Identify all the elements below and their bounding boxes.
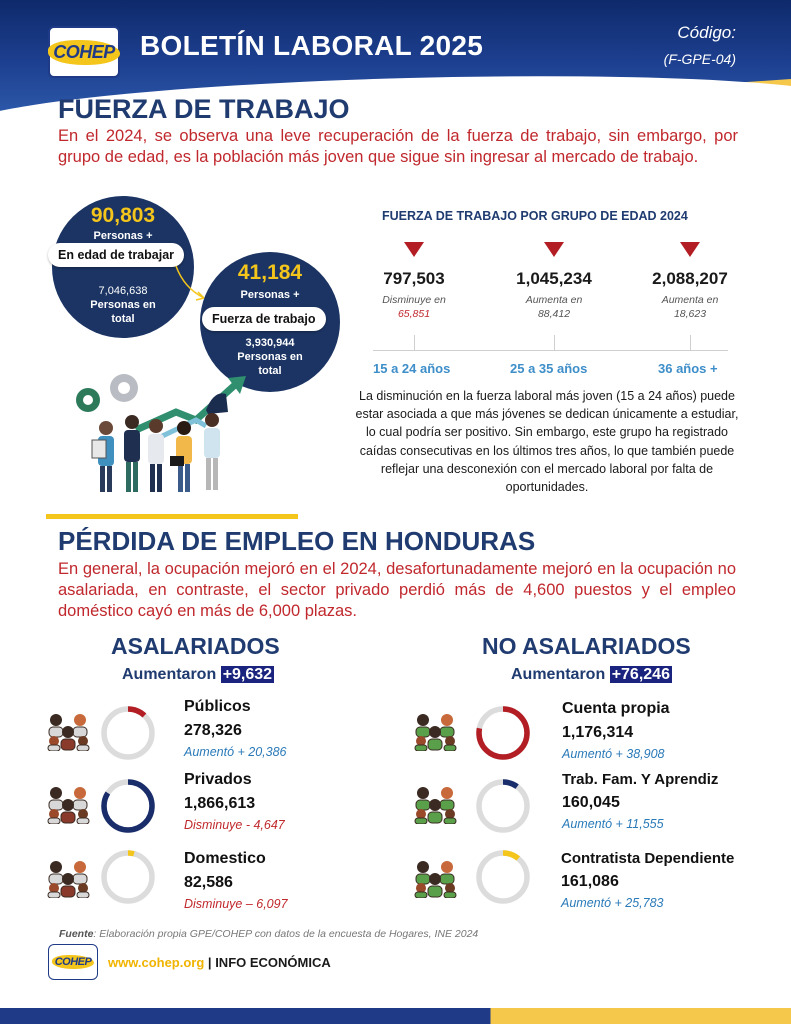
- age-group-value: 2,088,207: [652, 269, 728, 288]
- donut-arc-asalariados-1: [104, 782, 152, 830]
- age-group-label: 15 a 24 años: [373, 361, 451, 376]
- item-value: 1,176,314: [562, 724, 634, 741]
- donut-arc-no-asalariados-1: [479, 782, 527, 830]
- asalariados-title: ASALARIADOS: [111, 633, 280, 659]
- age-group-delta: 88,412: [537, 308, 571, 320]
- item-name: Contratista Dependiente: [561, 850, 735, 867]
- code-value: (F-GPE-04): [663, 51, 736, 67]
- asalariados-sub-value: +9,632: [222, 666, 273, 683]
- fuerza-lead-text: En el 2024, se observa una leve recuperación de la fuerza de trabajo, sin embargo, por grupo de edad, es la población más joven que sigue sin ingresar al mercado de trabajo.: [58, 127, 738, 166]
- source-note: [59, 928, 478, 940]
- fuerza-trabajo-total-number: 3,930,944: [245, 337, 295, 349]
- cohep-footer-logo: [48, 944, 98, 980]
- footer-web: [108, 955, 331, 970]
- age-group-label: 36 años +: [658, 361, 718, 376]
- age-group-note: Aumenta en: [525, 294, 583, 306]
- cohep-logo-mark: COHEP: [48, 40, 120, 65]
- donut-arc-asalariados-2: [104, 853, 152, 901]
- down-triangle-icon: [404, 242, 424, 257]
- no-asalariados-sub-label: Aumentaron: [511, 666, 606, 683]
- asalariados-item-privados: [184, 771, 285, 832]
- donut-track: [104, 782, 152, 830]
- item-name: Domestico: [184, 850, 266, 867]
- item-change: Aumentó + 20,386: [184, 745, 287, 759]
- age-axis-tick: [554, 335, 555, 351]
- cohep-logo: [48, 26, 120, 78]
- donut-arc-no-asalariados-0: [479, 709, 527, 757]
- item-change: Aumentó + 11,555: [562, 817, 664, 831]
- no-asalariados-item-contratista: [561, 850, 734, 910]
- website-link[interactable]: www.cohep.org: [108, 955, 205, 970]
- people-group-icon: [46, 711, 92, 756]
- asalariados-item-publicos: [184, 698, 287, 759]
- age-group-delta: 65,851: [397, 308, 431, 320]
- no-asalariados-item-trab-fam: [562, 771, 718, 831]
- gear-icon: [76, 388, 100, 412]
- age-group-note: Disminuye en: [382, 294, 446, 306]
- item-name: Trab. Fam. Y Aprendiz: [562, 771, 719, 788]
- fuerza-trabajo-persons: Personas +: [240, 289, 300, 301]
- item-change: Disminuye – 6,097: [184, 897, 288, 911]
- age-axis-tick: [414, 335, 415, 351]
- edad-trabajar-total-number: 7,046,638: [98, 285, 148, 297]
- no-asalariados-subtitle: [511, 666, 672, 684]
- no-asalariados-title: NO ASALARIADOS: [482, 633, 691, 659]
- age-group-label: 25 a 35 años: [510, 361, 588, 376]
- code-label: Código:: [677, 23, 736, 42]
- age-axis-line: [373, 350, 728, 351]
- people-group-icon: [413, 784, 459, 829]
- item-name: Privados: [184, 771, 252, 788]
- age-axis-tick: [690, 335, 691, 351]
- fuerza-trabajo-total-label-1: Personas en: [237, 351, 303, 363]
- perdida-lead-text: En general, la ocupación mejoró en el 2024, desafortunadamente mejoró en la ocupación no asalariada, en contraste, el sector privado perdió más de 4,600 puestos y el empleo doméstico cayó en más de 6,000 plazas.: [58, 560, 736, 620]
- edad-trabajar-pill: En edad de trabajar: [48, 243, 184, 267]
- chess-knight-icon: [206, 393, 228, 414]
- asalariados-sub-label: Aumentaron: [122, 666, 217, 683]
- no-asalariados-item-cuenta-propia: [562, 700, 670, 761]
- item-name: Cuenta propia: [562, 700, 670, 717]
- edad-trabajar-total-label-2: total: [111, 313, 135, 325]
- item-change: Disminuye - 4,647: [184, 818, 285, 832]
- item-change: Aumentó + 25,783: [561, 896, 664, 910]
- donut-track: [479, 782, 527, 830]
- donut-track: [104, 709, 152, 757]
- people-group-icon: [413, 711, 459, 756]
- section-title-perdida: PÉRDIDA DE EMPLEO EN HONDURAS: [58, 526, 536, 556]
- asalariados-item-domestico: [184, 850, 288, 911]
- item-value: 161,086: [561, 873, 619, 890]
- age-group-note: Aumenta en: [661, 294, 719, 306]
- asalariados-subtitle: [122, 666, 274, 684]
- source-label: Fuente: [59, 928, 94, 940]
- fuerza-trabajo-total-label-2: total: [258, 365, 282, 377]
- section-divider: [46, 514, 298, 519]
- item-value: 1,866,613: [184, 795, 256, 812]
- donut-track: [479, 709, 527, 757]
- cohep-footer-logo-mark: COHEP: [52, 955, 95, 969]
- edad-trabajar-persons: Personas +: [93, 230, 153, 242]
- age-group-36-plus: [630, 242, 750, 321]
- item-value: 278,326: [184, 722, 242, 739]
- source-text: : Elaboración propia GPE/COHEP con datos de la encuesta de Hogares, INE 2024: [93, 928, 479, 940]
- people-group-icon: [46, 858, 92, 903]
- item-value: 82,586: [184, 874, 233, 891]
- donut-track: [479, 853, 527, 901]
- donut-arc-no-asalariados-2: [479, 853, 527, 901]
- section-title-fuerza: FUERZA DE TRABAJO: [58, 94, 350, 124]
- item-change: Aumentó + 38,908: [562, 747, 665, 761]
- item-name: Públicos: [184, 698, 251, 715]
- no-asalariados-sub-value: +76,246: [611, 666, 670, 683]
- edad-trabajar-number: 90,803: [90, 204, 156, 227]
- age-group-value: 797,503: [383, 269, 445, 288]
- footer-separator: |: [204, 955, 216, 970]
- age-group-25-35: [494, 242, 614, 321]
- gear-icon: [110, 374, 138, 402]
- down-triangle-icon: [680, 242, 700, 257]
- age-group-value: 1,045,234: [516, 269, 592, 288]
- people-group-icon: [46, 784, 92, 829]
- people-group-icon: [413, 858, 459, 903]
- age-chart-title: FUERZA DE TRABAJO POR GRUPO DE EDAD 2024: [382, 209, 688, 223]
- edad-trabajar-total-label-1: Personas en: [90, 299, 156, 311]
- footer-section: INFO ECONÓMICA: [215, 955, 331, 970]
- item-value: 160,045: [562, 794, 620, 811]
- footer-bar: [0, 1008, 791, 1024]
- age-group-15-24: [354, 242, 474, 321]
- down-triangle-icon: [544, 242, 564, 257]
- document-code: [664, 20, 736, 72]
- fuerza-trabajo-pill: Fuerza de trabajo: [202, 307, 326, 331]
- age-explanation-text: La disminución en la fuerza laboral más joven (15 a 24 años) puede estar asociada a que más jóvenes se dedican únicamente a estudiar, lo cual podría ser positivo. Sin embargo, este grupo ha registrado caídas consecutivas en los últimos tres años, lo que también puede reflejar una desconexión con el mercado laboral por falta de oportunidades.: [355, 389, 739, 495]
- page-title: BOLETÍN LABORAL 2025: [140, 30, 484, 61]
- donut-track: [104, 853, 152, 901]
- donut-arc-asalariados-0: [104, 709, 152, 757]
- age-group-delta: 18,623: [673, 308, 707, 320]
- team-growth-illustration: [66, 370, 266, 500]
- fuerza-trabajo-number: 41,184: [237, 261, 303, 284]
